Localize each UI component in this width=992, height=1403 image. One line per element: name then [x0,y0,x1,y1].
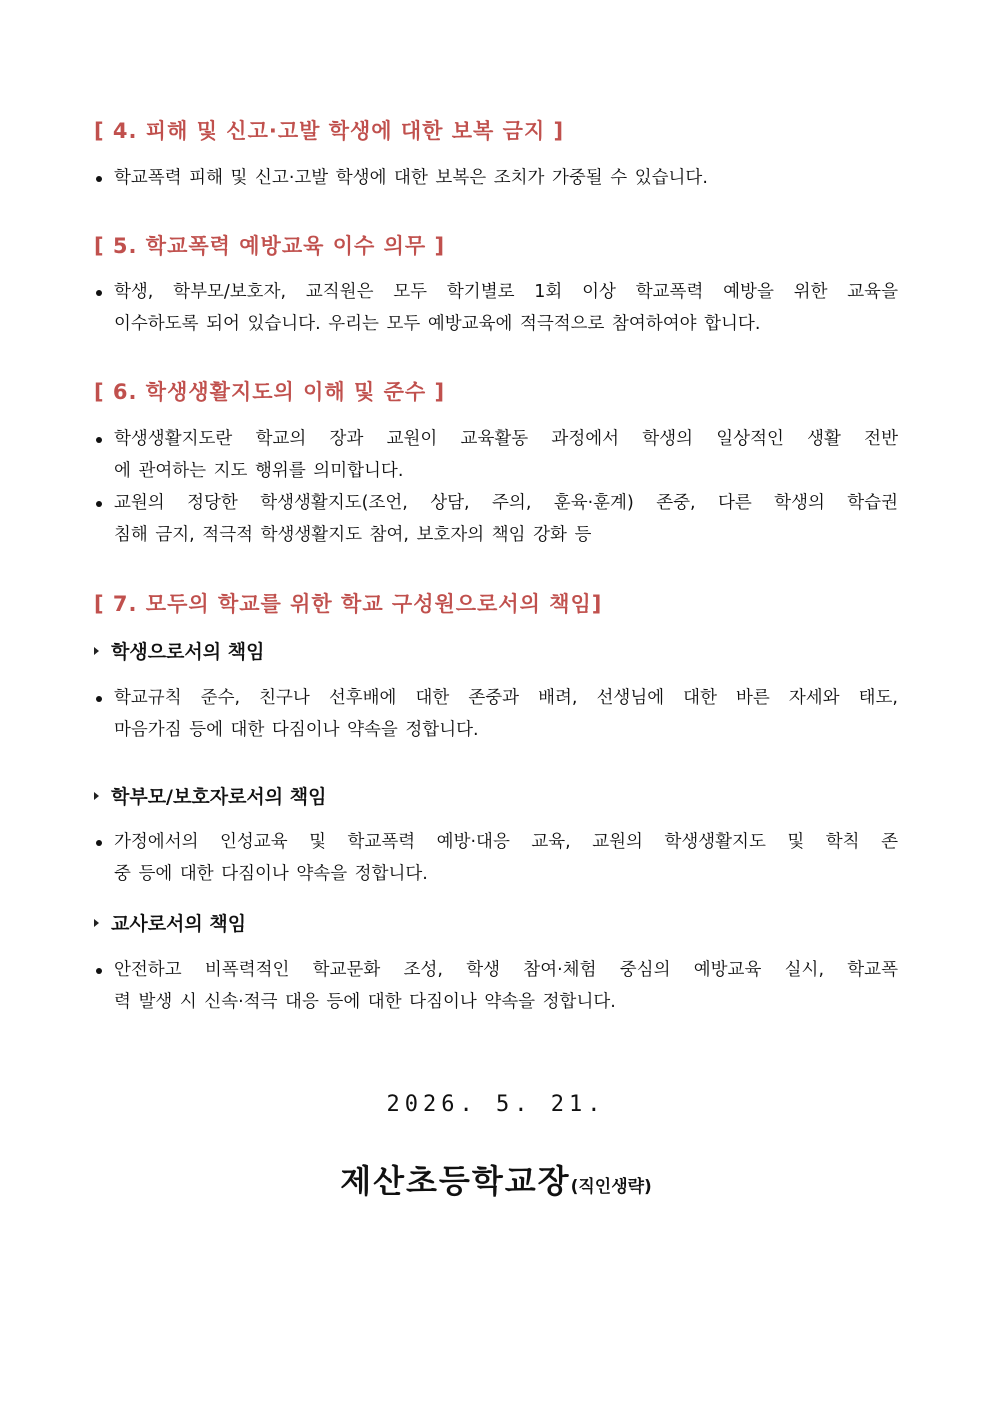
bullet-icon [96,290,102,296]
section-5-item-1 [94,276,898,340]
triangle-bullet-icon [94,647,99,655]
bullet-icon [96,696,102,702]
item-line: 교원의 정당한 학생생활지도(조언, 상담, 주의, 훈육·훈계) 존중, 다른 학생의 학습권 [114,493,898,513]
seal-omitted-note: (직인생략) [570,1177,652,1197]
bullet-icon [96,437,102,443]
parent-responsibility-item [94,826,898,890]
item-line: 학교폭력 피해 및 신고·고발 학생에 대한 보복은 조치가 가중될 수 있습니다. [114,168,708,188]
item-line: 학생생활지도란 학교의 장과 교원이 교육활동 과정에서 학생의 일상적인 생활 전반 [114,429,898,449]
teacher-responsibility-title [94,909,246,936]
bullet-icon [96,968,102,974]
bullet-icon [96,840,102,846]
student-responsibility-title [94,637,264,664]
subsection-title-text: 학생으로서의 책임 [111,641,265,663]
item-line: 력 발생 시 신속·적극 대응 등에 대한 다짐이나 약속을 정합니다. [114,992,616,1012]
item-line: 중 등에 대한 다짐이나 약속을 정합니다. [114,864,428,884]
item-line: 마음가짐 등에 대한 다짐이나 약속을 정합니다. [114,720,479,740]
item-line: 안전하고 비폭력적인 학교문화 조성, 학생 참여·체험 중심의 예방교육 실시, 학교폭 [114,960,898,980]
section-6-item-2 [94,487,898,551]
item-line: 가정에서의 인성교육 및 학교폭력 예방·대응 교육, 교원의 학생생활지도 및 학칙 존 [114,832,898,852]
document-date: 2026. 5. 21. [386,1092,606,1117]
triangle-bullet-icon [94,792,99,800]
section-6-heading: [ 6. 학생생활지도의 이해 및 준수 ] [94,380,446,404]
parent-responsibility-title [94,782,326,809]
bullet-icon [96,176,102,182]
triangle-bullet-icon [94,919,99,927]
subsection-title-text: 교사로서의 책임 [111,913,247,935]
item-line: 학생, 학부모/보호자, 교직원은 모두 학기별로 1회 이상 학교폭력 예방을 위한 교육을 [114,282,898,302]
signature-block [0,1156,992,1202]
item-line: 학교규칙 준수, 친구나 선후배에 대한 존중과 배려, 선생님에 대한 바른 자세와 태도, [114,688,898,708]
section-4-heading: [ 4. 피해 및 신고·고발 학생에 대한 보복 금지 ] [94,119,565,143]
bullet-icon [96,501,102,507]
student-responsibility-item [94,682,898,746]
section-5-heading: [ 5. 학교폭력 예방교육 이수 의무 ] [94,234,446,258]
signer-name: 제산초등학교장 [340,1162,571,1200]
section-4-item-1 [94,162,898,194]
item-line: 이수하도록 되어 있습니다. 우리는 모두 예방교육에 적극적으로 참여하여야 합니다. [114,314,761,334]
subsection-title-text: 학부모/보호자로서의 책임 [111,786,327,808]
teacher-responsibility-item [94,954,898,1018]
item-line: 침해 금지, 적극적 학생생활지도 참여, 보호자의 책임 강화 등 [114,525,592,545]
section-7-heading: [ 7. 모두의 학교를 위한 학교 구성원으로서의 책임] [94,592,603,616]
section-6-item-1 [94,423,898,487]
item-line: 에 관여하는 지도 행위를 의미합니다. [114,461,404,481]
